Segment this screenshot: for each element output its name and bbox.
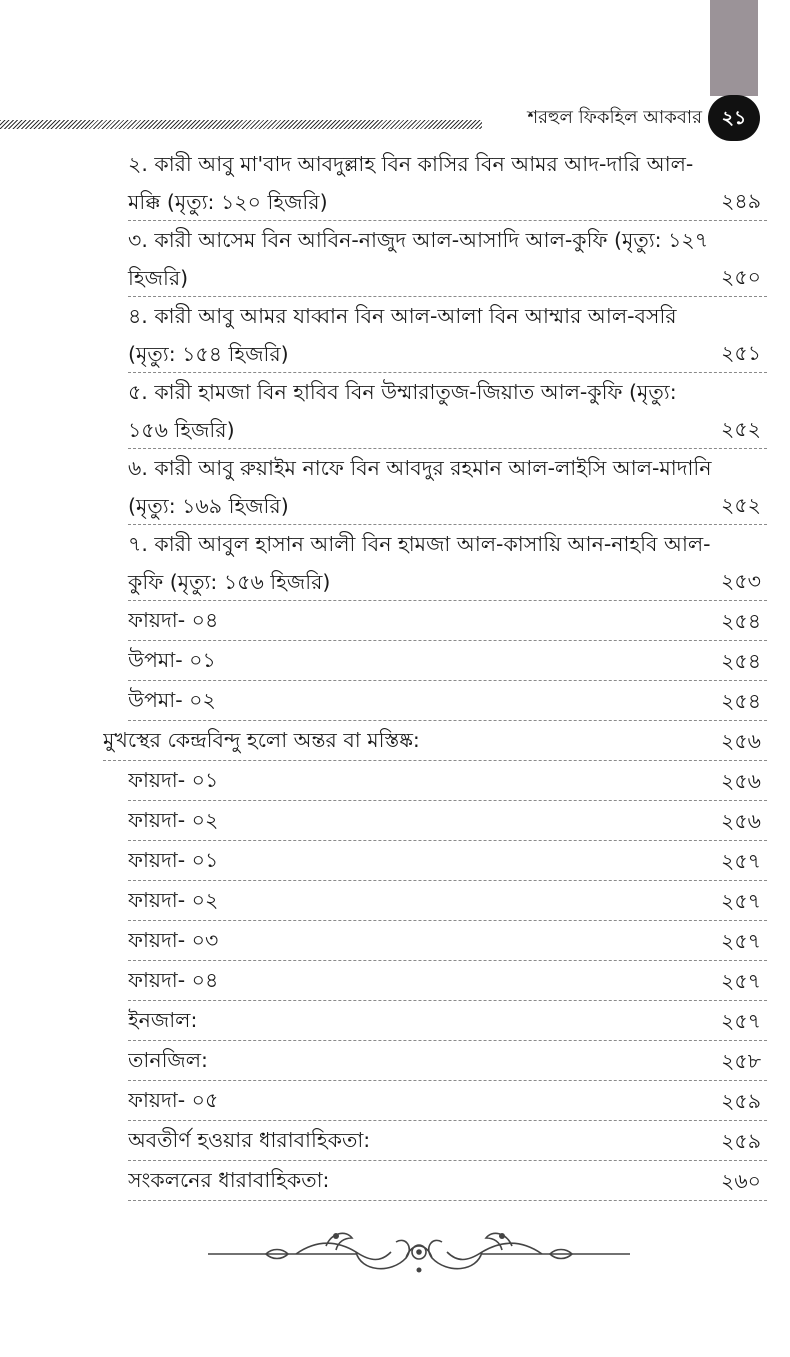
entry-title: ফায়দা- ০১ bbox=[128, 848, 219, 872]
entry-page: ২৫২ bbox=[721, 417, 761, 441]
entry-page: ২৫৯ bbox=[721, 1129, 761, 1153]
toc-entry[interactable] bbox=[128, 601, 767, 641]
toc-entry[interactable] bbox=[128, 961, 767, 1001]
entry-page: ২৫৭ bbox=[721, 889, 761, 913]
entry-page: ২৫৭ bbox=[721, 929, 761, 953]
toc-entry[interactable] bbox=[128, 641, 767, 681]
entry-title-line1: ৬. কারী আবু রুয়াইম নাফে বিন আবদুর রহমান আল-লাইসি আল-মাদানি bbox=[128, 456, 712, 480]
entry-title: ফায়দা- ০৪ bbox=[128, 968, 219, 992]
entry-title: ফায়দা- ০৪ bbox=[128, 608, 219, 632]
entry-page: ২৫৬ bbox=[721, 729, 761, 753]
entry-title-line2: (মৃত্যু: ১৬৯ হিজরি) bbox=[128, 494, 289, 518]
toc-entry[interactable] bbox=[128, 525, 767, 601]
entry-page: ২৫১ bbox=[721, 341, 761, 365]
side-tab bbox=[710, 0, 758, 96]
entry-title-line1: ৫. কারী হামজা বিন হাবিব বিন উম্মারাতুজ-জিয়াত আল-কুফি (মৃত্যু: bbox=[128, 380, 677, 404]
toc-entry[interactable] bbox=[128, 801, 767, 841]
toc-entry[interactable] bbox=[128, 373, 767, 449]
toc-entry[interactable] bbox=[128, 1121, 767, 1161]
entry-title-line1: ২. কারী আবু মা'বাদ আবদুল্লাহ বিন কাসির বিন আমর আদ-দারি আল- bbox=[128, 152, 694, 176]
entry-title-line2: ১৫৬ হিজরি) bbox=[128, 418, 235, 442]
entry-title: উপমা- ০২ bbox=[128, 688, 216, 712]
entry-title: ফায়দা- ০১ bbox=[128, 768, 219, 792]
toc-entry[interactable] bbox=[128, 761, 767, 801]
entry-title-line1: ৪. কারী আবু আমর যাব্বান বিন আল-আলা বিন আম্মার আল-বসরি bbox=[128, 304, 677, 328]
entry-title: ফায়দা- ০২ bbox=[128, 808, 219, 832]
toc-entry[interactable] bbox=[128, 221, 767, 297]
entry-page: ২৫৪ bbox=[721, 609, 761, 633]
entry-title-line2: (মৃত্যু: ১৫৪ হিজরি) bbox=[128, 342, 289, 366]
entry-title-line1: ৩. কারী আসেম বিন আবিন-নাজুদ আল-আসাদি আল-কুফি (মৃত্যু: ১২৭ bbox=[128, 228, 709, 252]
entry-title: মুখস্থের কেন্দ্রবিন্দু হলো অন্তর বা মস্তিষ্ক: bbox=[103, 728, 420, 752]
entry-page: ২৫৩ bbox=[721, 569, 761, 593]
toc-section-entry[interactable] bbox=[103, 721, 767, 761]
toc-entry[interactable] bbox=[128, 297, 767, 373]
running-title: শরহুল ফিকহিল আকবার bbox=[527, 107, 702, 128]
entry-title: ফায়দা- ০৩ bbox=[128, 928, 219, 952]
entry-title: অবতীর্ণ হওয়ার ধারাবাহিকতা: bbox=[128, 1128, 371, 1152]
entry-page: ২৫৭ bbox=[721, 849, 761, 873]
entry-title: ফায়দা- ০৫ bbox=[128, 1088, 219, 1112]
entry-page: ২৫৬ bbox=[721, 809, 761, 833]
toc-entry[interactable] bbox=[128, 1081, 767, 1121]
entry-title: উপমা- ০১ bbox=[128, 648, 216, 672]
page-number-badge: ২১ bbox=[708, 95, 760, 141]
header-rule bbox=[0, 120, 482, 129]
entry-page: ২৫৯ bbox=[721, 1089, 761, 1113]
entry-page: ২৬০ bbox=[721, 1169, 761, 1193]
toc-entry[interactable] bbox=[128, 841, 767, 881]
entry-page: ২৫৪ bbox=[721, 689, 761, 713]
entry-title-line2: কুফি (মৃত্যু: ১৫৬ হিজরি) bbox=[128, 570, 331, 594]
entry-page: ২৪৯ bbox=[721, 189, 761, 213]
entry-page: ২৫৭ bbox=[721, 1009, 761, 1033]
toc-entry[interactable] bbox=[128, 1161, 767, 1201]
entry-title-line2: মক্কি (মৃত্যু: ১২০ হিজরি) bbox=[128, 190, 328, 214]
entry-page: ২৫৮ bbox=[721, 1049, 761, 1073]
entry-page: ২৫৪ bbox=[721, 649, 761, 673]
entry-page: ২৫০ bbox=[721, 265, 761, 289]
toc-entry[interactable] bbox=[128, 681, 767, 721]
toc-entry[interactable] bbox=[128, 1001, 767, 1041]
toc-entry[interactable] bbox=[128, 145, 767, 221]
toc-entry[interactable] bbox=[128, 921, 767, 961]
entry-title: তানজিল: bbox=[128, 1048, 208, 1072]
entry-title: সংকলনের ধারাবাহিকতা: bbox=[128, 1168, 330, 1192]
entry-title-line2: হিজরি) bbox=[128, 266, 189, 290]
entry-title: ইনজাল: bbox=[128, 1008, 198, 1032]
toc-entry[interactable] bbox=[128, 1041, 767, 1081]
toc-entry[interactable] bbox=[128, 881, 767, 921]
entry-page: ২৫২ bbox=[721, 493, 761, 517]
entry-title: ফায়দা- ০২ bbox=[128, 888, 219, 912]
decorative-flourish bbox=[206, 1222, 632, 1282]
entry-title-line1: ৭. কারী আবুল হাসান আলী বিন হামজা আল-কাসায়ি আন-নাহবি আল- bbox=[128, 532, 711, 556]
toc-entry[interactable] bbox=[128, 449, 767, 525]
entry-page: ২৫৭ bbox=[721, 969, 761, 993]
entry-page: ২৫৬ bbox=[721, 769, 761, 793]
